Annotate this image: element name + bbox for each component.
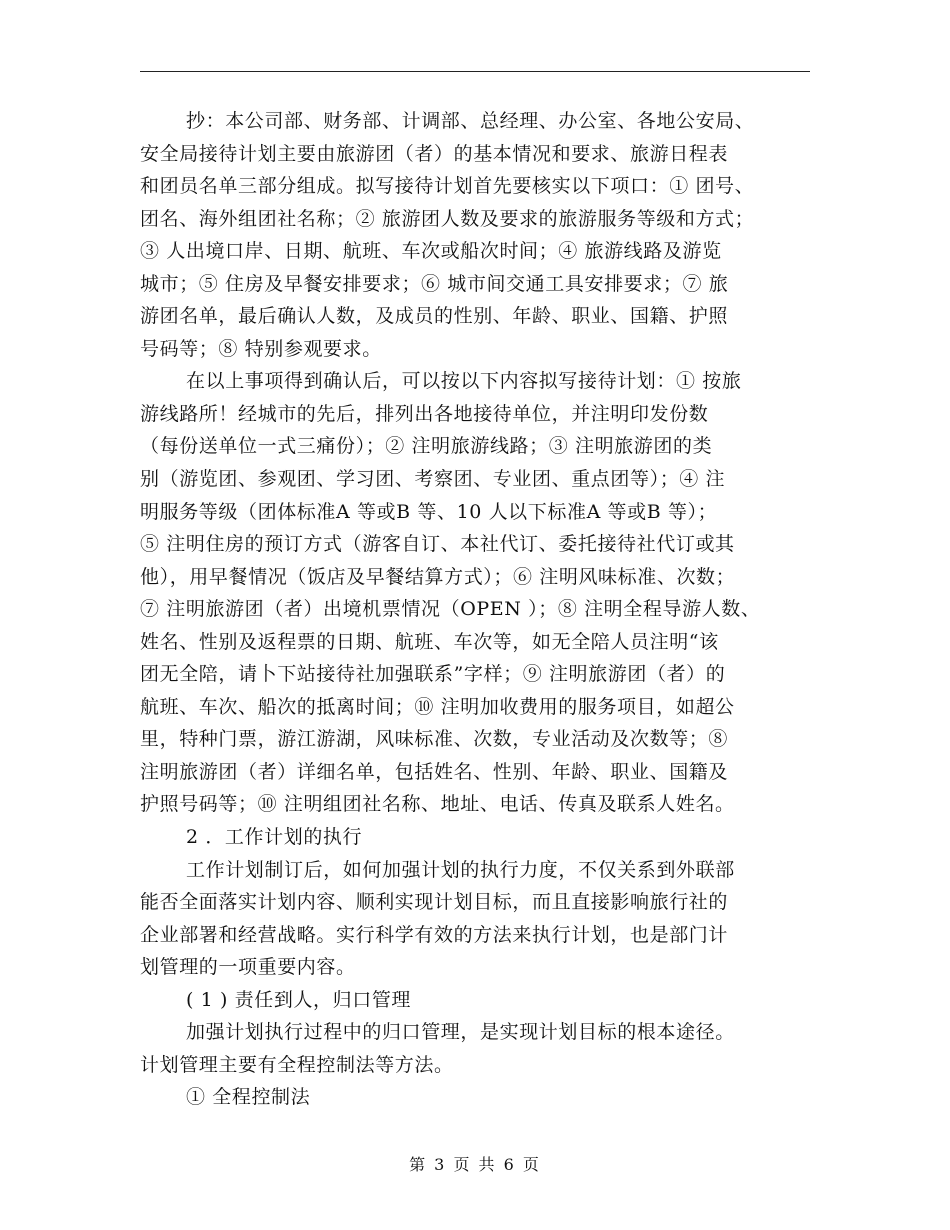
body-line: 加强计划执行过程中的归口管理，是实现计划目标的根本途径。	[186, 1021, 735, 1044]
body-line: ③ 人出境口岸、日期、航班、车次或船次时间；④ 旅游线路及游览	[140, 240, 722, 263]
body-line: 计划管理主要有全程控制法等方法。	[140, 1053, 454, 1076]
body-line: 企业部署和经营战略。实行科学有效的方法来执行计划，也是部门计	[140, 923, 729, 946]
body-line: 安全局接待计划主要由旅游团（者）的基本情况和要求、旅游日程表	[140, 142, 729, 165]
body-line: 游线路所！经城市的先后，排列出各地接待单位，并注明印发份数	[140, 402, 709, 425]
document-body	[140, 105, 810, 1114]
body-line: 抄：本公司部、财务部、计调部、总经理、办公室、各地公安局、	[186, 110, 755, 132]
body-line: 他），用早餐情况（饭店及早餐结算方式）；⑥ 注明风味标准、次数；	[140, 565, 736, 588]
body-line: ⑤ 注明住房的预订方式（游客自订、本社代订、委托接待社代订或其	[140, 533, 735, 556]
body-line: 划管理的一项重要内容。	[140, 956, 356, 979]
body-line: 姓名、性别及返程票的日期、航班、车次等，如无全陪人员注明“该	[140, 630, 719, 653]
subsection-heading: ① 全程控制法	[186, 1086, 311, 1109]
subsection-heading: ( 1 ) 责任到人，归口管理	[186, 988, 412, 1011]
body-line: （每份送单位一式三痛份）；② 注明旅游线路；③ 注明旅游团的类	[140, 435, 713, 458]
body-line: 别（游览团、参观团、学习团、考察团、专业团、重点团等）；④ 注	[140, 468, 726, 491]
body-line: 明服务等级（团体标准A 等或B 等、10 人以下标准A 等或B 等）；	[140, 500, 718, 523]
body-line: 工作计划制订后，如何加强计划的执行力度，不仅关系到外联部	[186, 858, 735, 881]
body-line: 号码等；⑧ 特别参观要求。	[140, 337, 382, 360]
body-line: 能否全面落实计划内容、顺利实现计划目标，而且直接影响旅行社的	[140, 891, 729, 914]
body-line: 游团名单，最后确认人数，及成员的性别、年龄、职业、国籍、护照	[140, 305, 729, 328]
body-line: 护照号码等；⑩ 注明组团社名称、地址、电话、传真及联系人姓名。	[140, 793, 735, 816]
body-line: 城市；⑤ 住房及早餐安排要求；⑥ 城市间交通工具安排要求；⑦ 旅	[140, 272, 729, 295]
body-line: 在以上事项得到确认后，可以按以下内容拟写接待计划：① 按旅	[186, 370, 742, 393]
body-line: ⑦ 注明旅游团（者）出境机票情况（OPEN ）；⑧ 注明全程导游人数、	[140, 598, 761, 621]
body-line: 团名、海外组团社名称；② 旅游团人数及要求的旅游服务等级和方式；	[140, 207, 755, 230]
body-line: 团无全陪，请卜下站接待社加强联系”字样；⑨ 注明旅游团（者）的	[140, 663, 726, 686]
body-line: 航班、车次、船次的抵离时间；⑩ 注明加收费用的服务项目，如超公	[140, 695, 735, 718]
page-footer: 第 3 页 共 6 页	[409, 1155, 541, 1174]
body-line: 注明旅游团（者）详细名单，包括姓名、性别、年龄、职业、国籍及	[140, 760, 729, 783]
body-line: 里，特种门票，游江游湖，风味标准、次数，专业活动及次数等；⑧	[140, 728, 729, 751]
body-line: 和团员名单三部分组成。拟写接待计划首先要核实以下项口：① 团号、	[140, 175, 755, 198]
section-heading: 2 ．工作计划的执行	[186, 826, 363, 849]
header-rule	[140, 71, 810, 72]
